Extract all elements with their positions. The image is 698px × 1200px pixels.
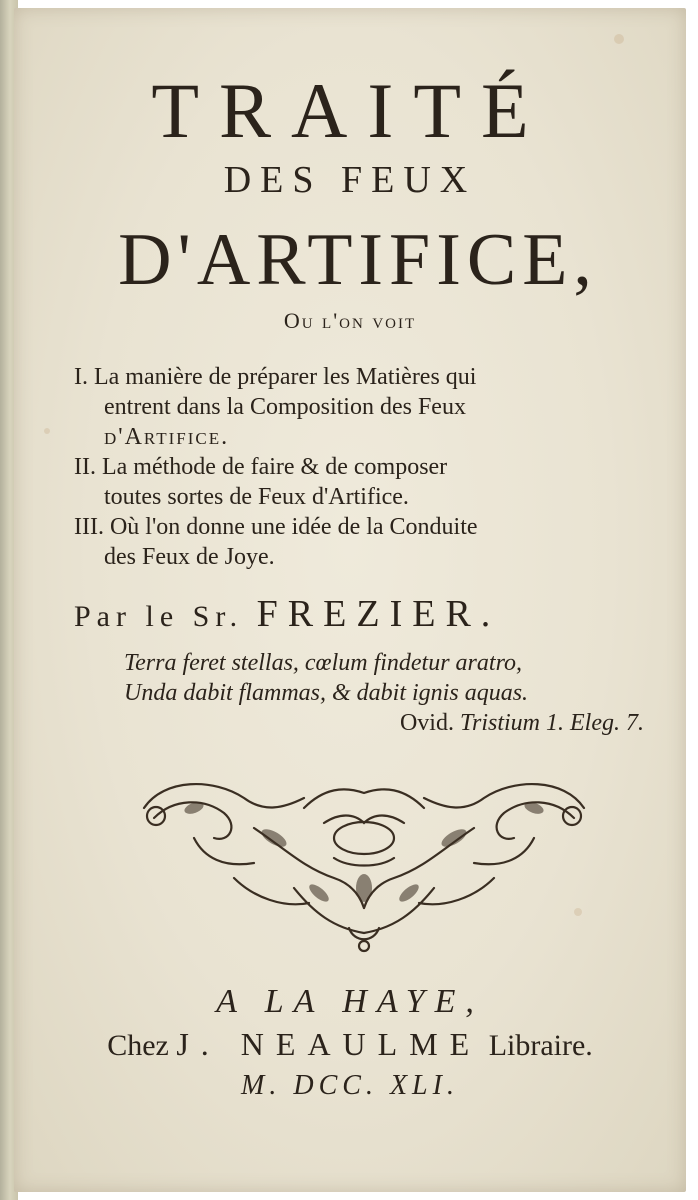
epigraph-ref-author: Ovid. xyxy=(399,710,454,736)
list-item xyxy=(74,362,654,452)
epigraph-line-1: Terra feret stellas, cœlum findetur aratro, xyxy=(124,650,523,676)
title-line-1: TRAITÉ xyxy=(151,67,549,154)
imprint-printer: J. NEAULME xyxy=(176,1026,482,1062)
title-line-3: D'ARTIFICE, xyxy=(118,219,598,301)
ornament-icon xyxy=(134,768,594,958)
imprint-printer-line xyxy=(14,1026,686,1063)
epigraph-reference xyxy=(124,708,644,738)
item-2-line-2: toutes sortes de Feux d'Artifice. xyxy=(104,484,409,510)
epigraph-line-2: Unda dabit flammas, & dabit ignis aquas. xyxy=(124,680,529,706)
title-line-2: DES FEUX xyxy=(223,159,477,201)
contents-list xyxy=(74,362,654,572)
item-1-line-3: d'Artifice. xyxy=(104,424,230,450)
item-1-line-2: entrent dans la Composition des Feux xyxy=(104,394,466,420)
author-prefix: Par le Sr. xyxy=(74,600,244,633)
item-3-line-2: des Feux de Joye. xyxy=(104,544,275,570)
epigraph xyxy=(124,648,644,738)
imprint-chez: Chez xyxy=(107,1029,169,1062)
imprint-place: A LA HAYE, xyxy=(216,983,484,1020)
imprint-date: M. DCC. XLI. xyxy=(241,1070,459,1101)
author-line xyxy=(74,592,664,636)
item-2-line-1: II. La méthode de faire & de composer xyxy=(74,454,448,480)
item-3-line-1: III. Où l'on donne une idée de la Conduite xyxy=(74,514,478,540)
list-item xyxy=(74,452,654,512)
item-1-line-1: I. La manière de préparer les Matières qui xyxy=(74,364,477,390)
imprint-trade: Libraire. xyxy=(488,1029,593,1062)
subtitle: Ou l'on voit xyxy=(283,308,417,333)
title-page xyxy=(14,8,686,1192)
epigraph-ref-work: Tristium 1. Eleg. 7. xyxy=(459,710,644,736)
author-name: FREZIER. xyxy=(256,593,501,635)
list-item xyxy=(74,512,654,572)
